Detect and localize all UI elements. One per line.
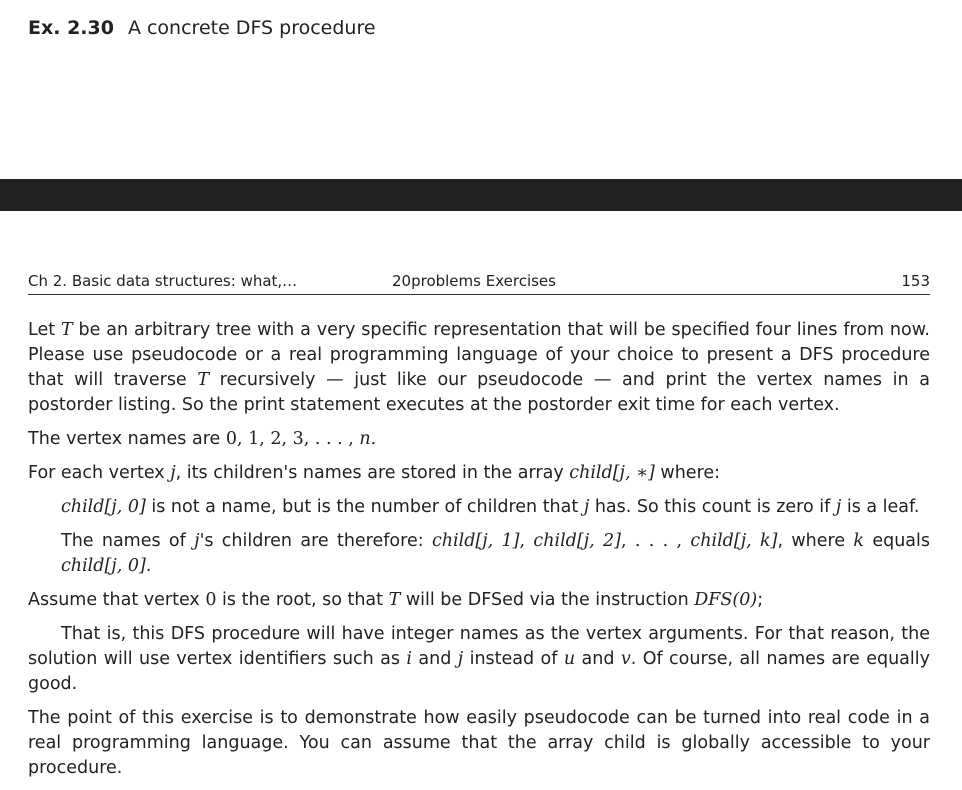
text-run: The point of this exercise is to demonstrate how easily pseudocode can be turned into real code in a real programming language. You can assume that the array child is globally accessible to your procedure.: [28, 708, 930, 778]
text-run: Assume that vertex: [28, 590, 206, 610]
paragraph-purpose: [28, 706, 930, 781]
text-run: instead of: [463, 649, 564, 669]
text-run: 's children are therefore:: [199, 531, 432, 551]
math-expression: child[j, ∗]: [569, 463, 655, 483]
page-number: 153: [901, 272, 930, 290]
text-run: be an arbitrary tree with a very specific representation that will be specified four lines from now. Please use pseudocode or a real programming language of your choice to present a DFS procedure that will traverse: [28, 320, 930, 390]
math-symbol: n: [359, 429, 371, 449]
text-run: That is, this DFS procedure will have integer names as the vertex arguments. For that reason, the solution will use vertex identifiers such as: [28, 624, 930, 669]
chapter-title: Ch 2. Basic data structures: what,…: [28, 272, 298, 290]
text-run: will be DFSed via the instruction: [400, 590, 695, 610]
paragraph-vertex-names: [28, 427, 930, 452]
text-run: .: [370, 429, 377, 449]
text-run: recursively — just like our pseudocode — and print the vertex names in a postorder listing. So the print statement executes at the postorder exit time for each vertex.: [28, 370, 930, 415]
text-run: For each vertex: [28, 463, 171, 483]
paragraph-integer-names: [28, 622, 930, 697]
math-symbol: j: [835, 497, 842, 517]
exercise-title: [28, 15, 376, 41]
text-run: is the root, so that: [216, 590, 389, 610]
math-symbol: i: [406, 649, 413, 669]
text-run: , where: [777, 531, 854, 551]
exercise-title-text: A concrete DFS procedure: [127, 17, 376, 39]
text-run: Let: [28, 320, 61, 340]
math-symbol: T: [197, 370, 210, 390]
paragraph-children-array: [28, 461, 930, 486]
math-symbol: v: [620, 649, 631, 669]
math-expression: 0, 1, 2, 3, . . . ,: [225, 429, 360, 449]
math-symbol: u: [563, 649, 576, 669]
exercise-body: [28, 318, 930, 790]
math-expression: child[j, 1]: [431, 531, 520, 551]
text-run: and: [412, 649, 458, 669]
math-symbol: j: [194, 531, 200, 551]
text-run: equals: [864, 531, 931, 551]
math-expression: DFS(0): [694, 590, 758, 610]
math-symbol: j: [583, 497, 590, 517]
text-run: ,: [519, 531, 534, 551]
document-page: [0, 211, 962, 778]
math-expression: child[j, 0]: [61, 556, 146, 576]
math-expression: child[j, 2]: [533, 531, 621, 551]
paragraph-child-count: [28, 495, 930, 520]
text-run: The names of: [61, 531, 195, 551]
paragraph-intro: [28, 318, 930, 418]
text-run: and: [575, 649, 621, 669]
exercise-header-area: [0, 0, 962, 179]
exercise-number: Ex. 2.30: [28, 17, 114, 39]
text-run: .: [145, 556, 152, 576]
running-header: [28, 270, 930, 295]
section-title: 20problems Exercises: [392, 272, 556, 290]
math-symbol: j: [170, 463, 176, 483]
text-run: is a leaf.: [841, 497, 920, 517]
page-separator-bar: [0, 179, 962, 211]
text-run: is not a name, but is the number of children that: [145, 497, 584, 517]
paragraph-root: [28, 588, 930, 613]
text-run: The vertex names are: [28, 429, 226, 449]
paragraph-child-names: [28, 529, 930, 579]
text-run: ;: [757, 590, 764, 610]
math-symbol: T: [60, 320, 73, 340]
math-expression: child[j, k]: [690, 531, 778, 551]
math-symbol: k: [853, 531, 865, 551]
math-expression: child[j, 0]: [61, 497, 146, 517]
text-run: where:: [654, 463, 721, 483]
math-symbol: 0: [205, 590, 217, 610]
text-run: , . . . ,: [620, 531, 691, 551]
text-run: , its children's names are stored in the array: [175, 463, 570, 483]
math-symbol: T: [388, 590, 401, 610]
text-run: has. So this count is zero if: [589, 497, 836, 517]
math-symbol: j: [457, 649, 464, 669]
text-run: . Of course, all names are equally good.: [28, 649, 930, 694]
